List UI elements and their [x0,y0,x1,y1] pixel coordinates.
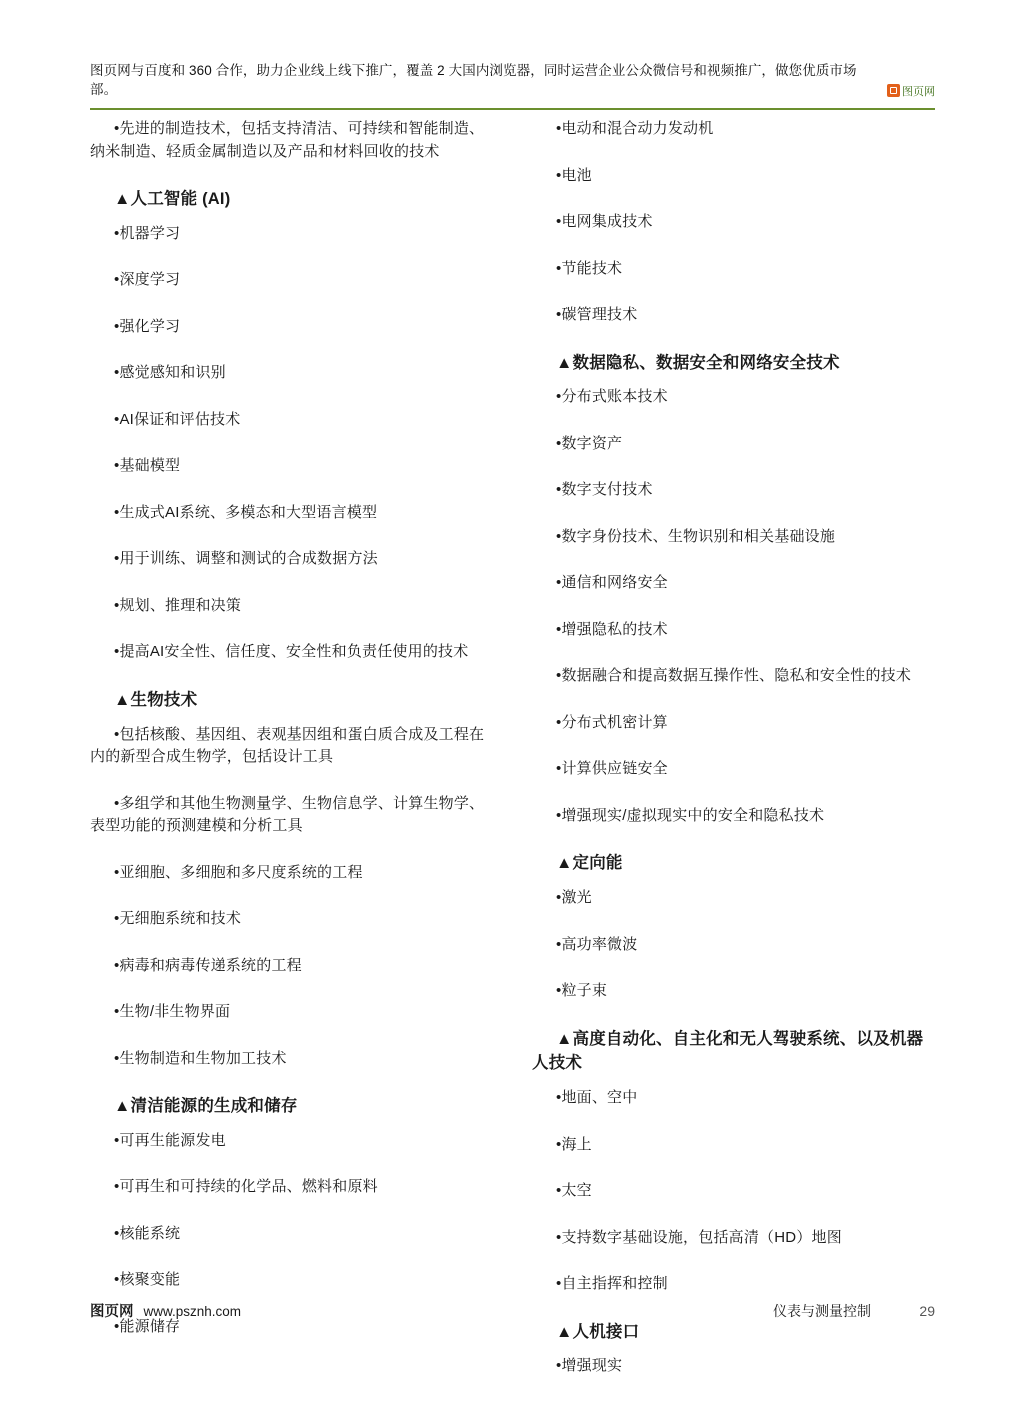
list-item: •强化学习 [114,317,181,335]
list-item: •通信和网络安全 [556,574,668,592]
right-column [532,118,935,1402]
section-heading: ▲人工智能 (AI) [114,190,231,208]
footer-right [773,1301,935,1321]
list-item: •分布式机密计算 [556,713,668,731]
list-item: •提高AI安全性、信任度、安全性和负责任使用的技术 [114,643,469,661]
list-item: •先进的制造技术，包括支持清洁、可持续和智能制造、纳米制造、轻质金属制造以及产品和材料回收的技术 [90,120,485,160]
footer-page-number: 29 [919,1302,935,1319]
section-heading: ▲高度自动化、自主化和无人驾驶系统、以及机器人技术 [532,1029,924,1073]
list-item: •多组学和其他生物测量学、生物信息学、计算生物学、表型功能的预测建模和分析工具 [90,794,485,834]
list-item: •数据融合和提高数据互操作性、隐私和安全性的技术 [556,667,912,685]
list-item: •核能系统 [114,1224,181,1242]
list-item: •规划、推理和决策 [114,596,242,614]
section-heading: ▲数据隐私、数据安全和网络安全技术 [556,353,840,372]
list-item: •亚细胞、多细胞和多尺度系统的工程 [114,863,363,881]
list-item: •机器学习 [114,224,181,242]
section-heading: ▲定向能 [556,854,623,873]
list-item: •AI保证和评估技术 [114,410,241,428]
footer-brand: 图页网 [90,1304,134,1320]
list-item: •感觉感知和识别 [114,364,226,382]
list-item: •高功率微波 [556,935,638,953]
list-item: •激光 [556,889,592,906]
list-item: •增强现实/虚拟现实中的安全和隐私技术 [556,806,825,824]
page-footer [90,1300,935,1321]
list-item: •分布式账本技术 [556,388,668,406]
list-item: •基础模型 [114,457,181,475]
list-item: •用于训练、调整和测试的合成数据方法 [114,550,378,568]
left-column [90,118,494,1402]
list-item: •生物制造和生物加工技术 [114,1049,287,1067]
list-item: •地面、空中 [556,1089,638,1106]
list-item: •能源储存 [114,1317,181,1335]
banner-text: 图页网与百度和 360 合作，助力企业线上线下推广，覆盖 2 大国内浏览器，同时运营企业公众微信号和视频推广，做您优质市场部。 [90,63,857,97]
list-item: •包括核酸、基因组、表观基因组和蛋白质合成及工程在内的新型合成生物学，包括设计工具 [90,725,485,765]
footer-left [90,1300,241,1321]
footer-url: www.psznh.com [143,1304,242,1319]
list-item: •粒子束 [556,982,608,999]
list-item: •无细胞系统和技术 [114,910,242,927]
list-item: •生物/非生物界面 [114,1003,231,1020]
list-item: •可再生和可持续的化学品、燃料和原料 [114,1178,378,1196]
list-item: •电动和混合动力发动机 [556,120,714,137]
list-item: •数字资产 [556,434,623,452]
list-item: •病毒和病毒传递系统的工程 [114,956,302,974]
list-item: •深度学习 [114,271,181,289]
list-item: •生成式AI系统、多模态和大型语言模型 [114,503,378,521]
list-item: •海上 [556,1135,592,1153]
list-item: •自主指挥和控制 [556,1275,668,1292]
section-heading: ▲生物技术 [114,690,198,709]
list-item: •数字支付技术 [556,481,653,499]
list-item: •计算供应链安全 [556,760,668,778]
list-item: •可再生能源发电 [114,1131,226,1149]
list-item: •碳管理技术 [556,306,638,323]
list-item: •电池 [556,166,592,184]
list-item: •太空 [556,1182,592,1199]
top-banner [90,62,935,110]
section-heading: ▲清洁能源的生成和储存 [114,1097,298,1115]
list-item: •增强隐私的技术 [556,620,668,638]
banner-logo-text: 图页网 [902,85,935,98]
list-item: •电网集成技术 [556,213,653,230]
banner-logo [887,83,935,99]
list-item: •节能技术 [556,259,623,277]
list-item: •核聚变能 [114,1271,181,1289]
square-logo-icon [887,84,900,97]
section-heading: ▲人机接口 [556,1322,640,1341]
list-item: •支持数字基础设施，包括高清（HD）地图 [556,1228,842,1246]
content-columns [90,118,935,1402]
footer-section-title: 仪表与测量控制 [773,1302,871,1319]
list-item: •数字身份技术、生物识别和相关基础设施 [556,527,836,545]
list-item: •增强现实 [556,1357,623,1375]
